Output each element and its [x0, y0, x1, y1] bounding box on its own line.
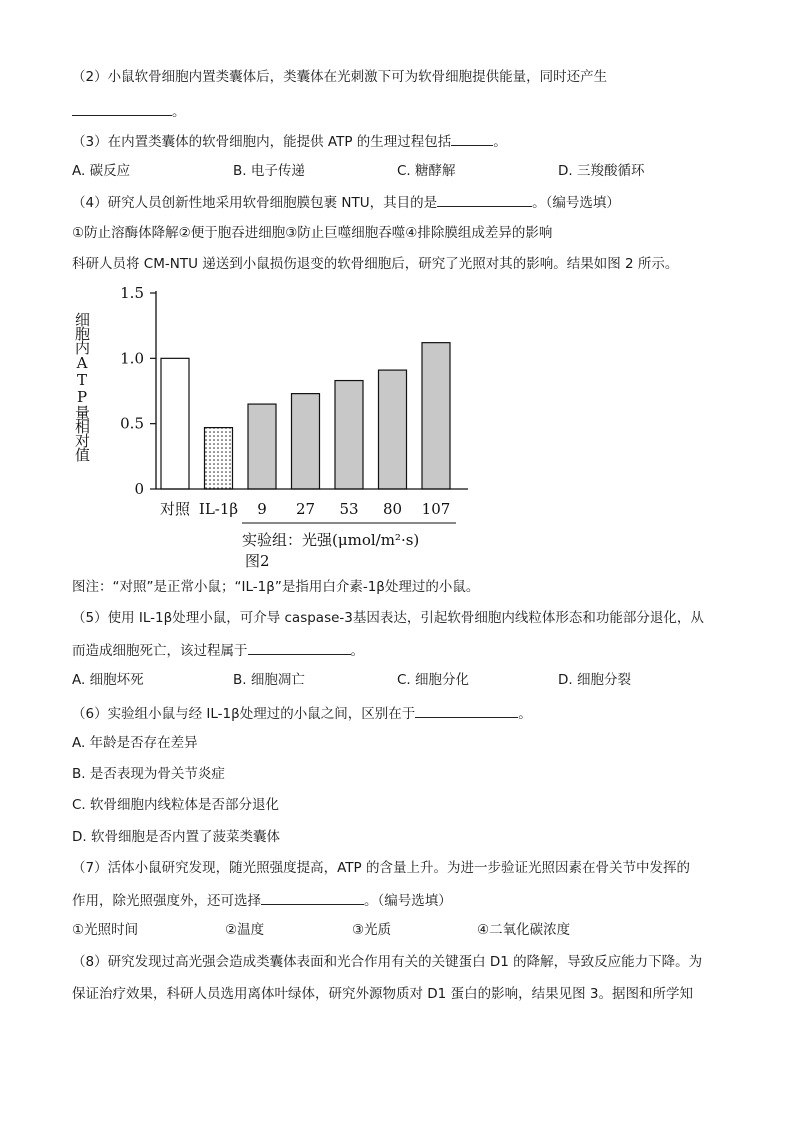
atp-bar-chart — [60, 282, 480, 574]
x-tick-label: 107 — [421, 500, 451, 518]
q7-text: 作用，除光照强度外，还可选择 — [72, 893, 261, 909]
q2-text: （2）小鼠软骨细胞内置类囊体后，类囊体在光刺激下可为软骨细胞提供能量，同时还产生 — [72, 69, 608, 85]
q5-option-c[interactable]: C. 细胞分化 — [397, 672, 470, 688]
group-label: 实验组：光强(μmol/m²·s) — [242, 531, 420, 549]
q6-option-c[interactable]: C. 软骨细胞内线粒体是否部分退化 — [72, 797, 280, 813]
q6-option-a[interactable]: A. 年龄是否存在差异 — [72, 735, 198, 751]
y-tick-label: 1.5 — [120, 284, 144, 302]
q8-line1: （8）研究发现过高光强会造成类囊体表面和光合作用有关的关键蛋白 D1 的降解，导致反应能力下降。为 — [72, 954, 703, 970]
q6-text: （6）实验组小鼠与经 IL-1β处理过的小鼠之间，区别在于 — [72, 706, 416, 722]
q3-option-a[interactable]: A. 碳反应 — [72, 163, 131, 179]
q7-line1: （7）活体小鼠研究发现，随光照强度提高，ATP 的含量上升。为进一步验证光照因素在骨关节中发挥的 — [72, 860, 690, 876]
q4-text: （4）研究人员创新性地采用软骨细胞膜包裹 NTU，其目的是 — [72, 195, 438, 211]
q6-option-b[interactable]: B. 是否表现为骨关节炎症 — [72, 766, 225, 782]
x-tick-label: 53 — [339, 500, 359, 518]
q3-option-c[interactable]: C. 糖酵解 — [397, 163, 456, 179]
bar — [248, 404, 276, 489]
q7-choice-2: ②温度 — [225, 922, 265, 938]
bar — [379, 370, 407, 489]
q8-line2: 保证治疗效果，科研人员选用离体叶绿体，研究外源物质对 D1 蛋白的影响，结果见图 3。据图和所学知 — [72, 986, 693, 1002]
q7-answer-blank[interactable] — [261, 890, 364, 905]
x-tick-label: 80 — [382, 500, 403, 518]
q4-choices: ①防止溶酶体降解②便于胞吞进细胞③防止巨噬细胞吞噬④排除膜组成差异的影响 — [72, 225, 553, 241]
q6-answer-blank[interactable] — [415, 703, 518, 718]
q7-choice-3: ③光质 — [352, 922, 392, 938]
q5-option-a[interactable]: A. 细胞坏死 — [72, 672, 144, 688]
q6-tail: 。 — [518, 706, 532, 722]
q5-option-d[interactable]: D. 细胞分裂 — [558, 672, 631, 688]
q7-tail: 。（编号选填） — [364, 893, 452, 909]
q5-text: 而造成细胞死亡，该过程属于 — [72, 643, 248, 659]
q3-option-d[interactable]: D. 三羧酸循环 — [558, 163, 645, 179]
q3-tail: 。 — [493, 134, 507, 150]
x-tick-label: IL-1β — [198, 500, 239, 518]
x-tick-label: 9 — [257, 500, 267, 518]
q5-tail: 。 — [350, 643, 364, 659]
q3-option-b[interactable]: B. 电子传递 — [233, 163, 305, 179]
q6-stem — [72, 703, 532, 723]
bar — [335, 381, 363, 489]
q5-option-b[interactable]: B. 细胞凋亡 — [233, 672, 305, 688]
q2-tail: 。 — [172, 104, 186, 120]
bar — [292, 394, 320, 489]
y-axis-label: 细胞内ATP量相对值 — [73, 312, 91, 461]
y-tick-label: 0 — [134, 480, 144, 498]
q7-choice-4: ④二氧化碳浓度 — [477, 922, 571, 938]
bar — [205, 428, 233, 489]
x-tick-label: 对照 — [159, 500, 191, 518]
figure-caption: 图2 — [245, 552, 270, 570]
q5-line1: （5）使用 IL-1β处理小鼠，可介导 caspase-3基因表达，引起软骨细胞内线粒体形态和功能部分退化，从 — [72, 610, 704, 626]
q3-answer-blank[interactable] — [451, 131, 493, 146]
q6-option-d[interactable]: D. 软骨细胞是否内置了菠菜类囊体 — [72, 829, 280, 845]
q2-answer-blank[interactable] — [72, 101, 172, 116]
q7-line2 — [72, 890, 452, 910]
q5-answer-blank[interactable] — [248, 640, 351, 655]
q4-stem — [72, 192, 620, 212]
figure-note: 图注：“对照”是正常小鼠；“IL-1β”是指用白介素-1β处理过的小鼠。 — [72, 579, 480, 595]
y-tick-label: 0.5 — [120, 414, 144, 433]
q2-line1 — [72, 68, 607, 86]
q3-stem — [72, 131, 507, 151]
q5-line2 — [72, 640, 364, 660]
q2-line2 — [72, 101, 186, 121]
y-tick-label: 1.0 — [120, 349, 144, 368]
q7-choice-1: ①光照时间 — [72, 922, 139, 938]
q4-answer-blank[interactable] — [437, 192, 532, 207]
bar — [161, 358, 189, 489]
x-tick-label: 27 — [295, 500, 316, 518]
q4-tail: 。（编号选填） — [532, 195, 620, 211]
bar — [422, 343, 450, 489]
figure-intro: 科研人员将 CM-NTU 递送到小鼠损伤退变的软骨细胞后，研究了光照对其的影响。结果如图 2 所示。 — [72, 256, 679, 272]
q3-text: （3）在内置类囊体的软骨细胞内，能提供 ATP 的生理过程包括 — [72, 134, 452, 150]
